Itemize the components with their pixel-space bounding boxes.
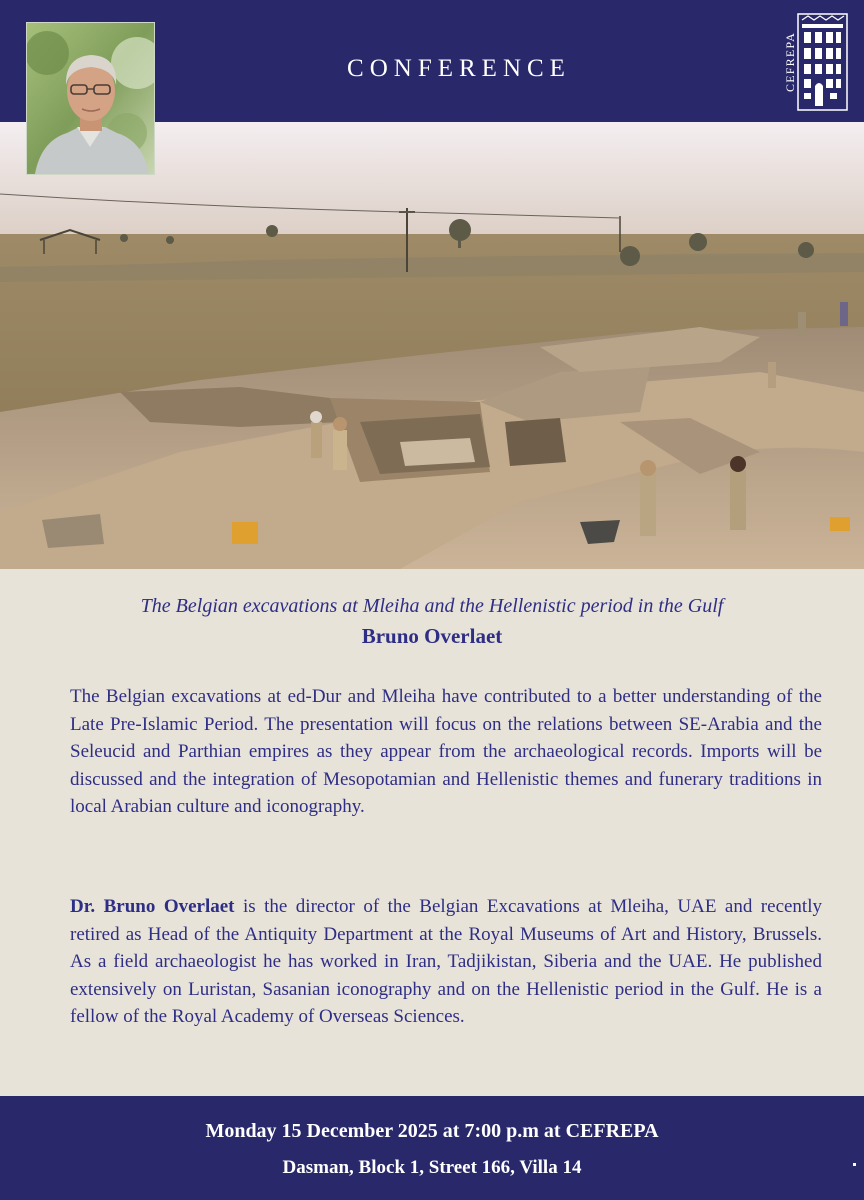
footer-dot <box>853 1163 856 1166</box>
event-address: Dasman, Block 1, Street 166, Villa 14 <box>282 1157 582 1178</box>
bio-name: Dr. Bruno Overlaet <box>70 896 235 917</box>
bio-text: is the director of the Belgian Excavations at Mleiha, UAE and recently retired as Head of the Antiquity Department at the Royal Museums of Art and History, Brussels. As a field archaeologist he has worked in Iran, Tadjikistan, Siberia and the UAE. He published extensively on Luristan, Sasanian iconography and on the Hellenistic period in the Gulf. He is a fellow of the Royal Academy of Overseas Sciences. <box>70 896 822 1027</box>
bio-paragraph <box>70 893 822 1031</box>
page-title: CONFERENCE <box>347 55 571 82</box>
logo-text: CEFREPA <box>784 32 797 92</box>
cefrepa-logo <box>784 12 850 112</box>
footer-banner <box>0 1096 864 1200</box>
event-datetime: Monday 15 December 2025 at 7:00 p.m at CEFREPA <box>205 1120 659 1142</box>
speaker-name: Bruno Overlaet <box>361 624 503 648</box>
talk-title: The Belgian excavations at Mleiha and the Hellenistic period in the Gulf <box>140 595 724 617</box>
excavation-site-photo <box>0 122 864 569</box>
speaker-portrait <box>26 22 155 175</box>
abstract-paragraph: The Belgian excavations at ed-Dur and Mleiha have contributed to a better understanding of the Late Pre-Islamic Period. The presentation will focus on the relations between SE-Arabia and the Seleucid and Parthian empires as they appear from the archaeological records. Imports will be discussed and the integration of Mesopotamian and Hellenistic themes and funerary traditions in local Arabian culture and iconography. <box>70 686 822 817</box>
